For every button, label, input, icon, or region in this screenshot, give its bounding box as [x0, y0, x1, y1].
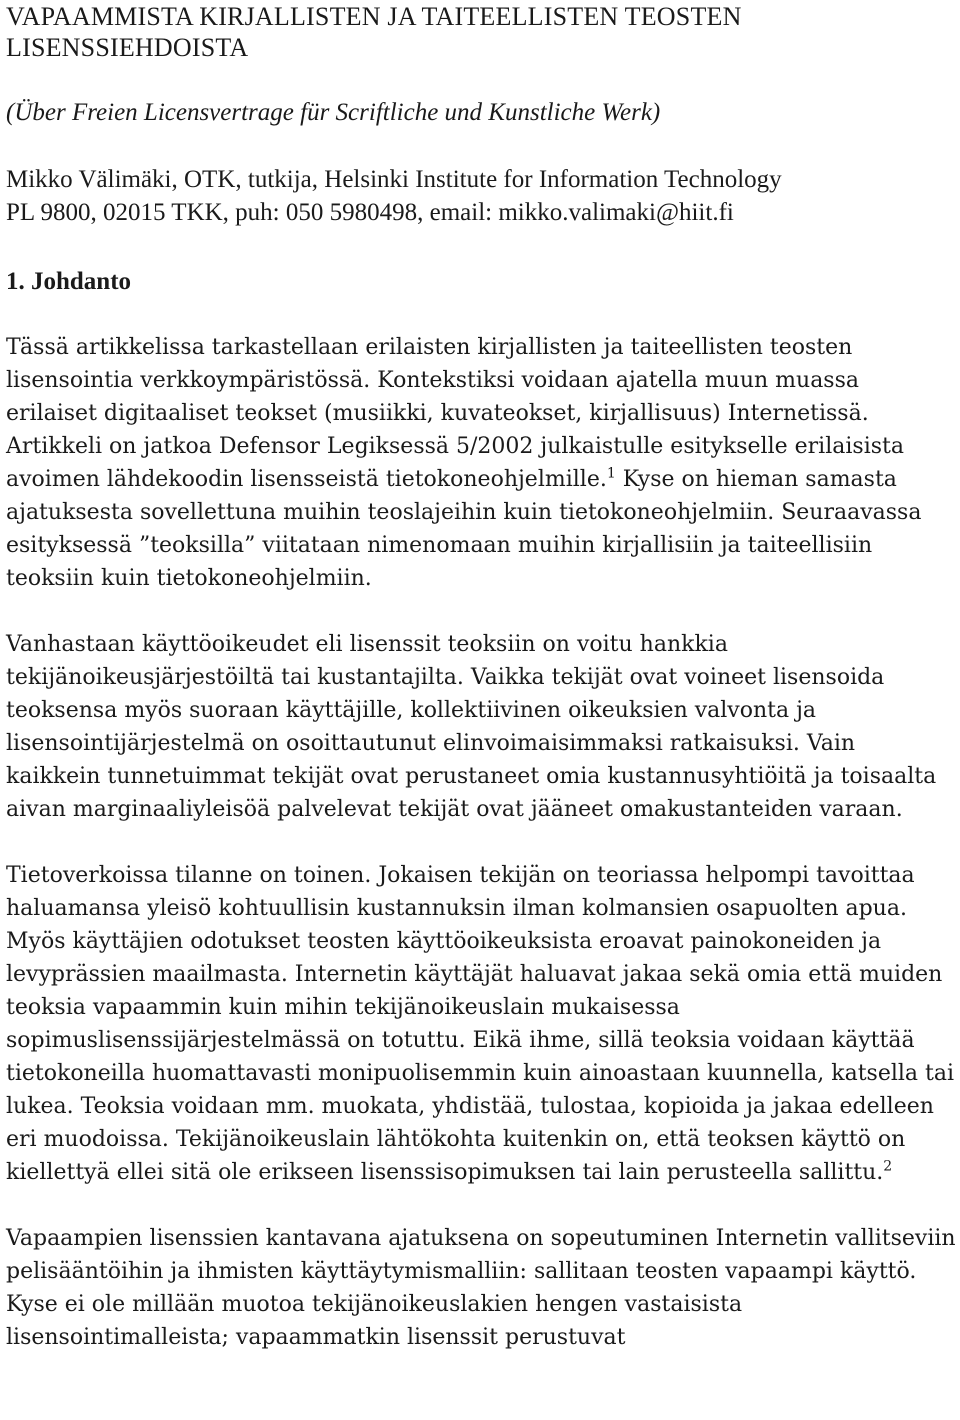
- paragraph-1-text-a: Tässä artikkelissa tarkastellaan erilaisten kirjallisten ja taiteellisten teosten lisensointia verkkoympäristössä. Kontekstiksi voidaan ajatella muun muassa erilaiset digitaaliset teokset (musiikki, kuvateokset, kirjallisuus) Internetissä. Artikkeli on jatkoa Defensor Legiksessä 5/2002 julkaistulle esitykselle erilaisista avoimen lähdekoodin lisensseistä tietokoneohjelmille.: [6, 335, 904, 492]
- title-line-2: LISENSSIEHDOISTA: [6, 33, 249, 62]
- document-page: [6, 0, 956, 1354]
- paragraph-3: [6, 859, 956, 1189]
- paragraph-4: Vapaampien lisenssien kantavana ajatuksena on sopeutuminen Internetin vallitseviin pelisääntöihin ja ihmisten käyttäytymismalliin: sallitaan teosten vapaampi käyttö. Kyse ei ole millään muotoa tekijänoikeuslakien hengen vastaisista lisensointimalleista; vapaammatkin lisenssit perustuvat: [6, 1226, 956, 1350]
- document-subtitle: (Über Freien Licensvertrage für Scriftliche und Kunstliche Werk): [6, 99, 661, 126]
- paragraph-1-text-b: Kyse on hieman samasta ajatuksesta sovellettuna muihin teoslajeihin kuin tietokoneohjelmiin. Seuraavassa esityksessä ”teoksilla” viitataan nimenomaan muihin kirjallisiin ja taiteellisiin teoksiin kuin tietokoneohjelmiin.: [6, 467, 922, 591]
- section-heading: 1. Johdanto: [6, 268, 132, 295]
- author-line-2: PL 9800, 02015 TKK, puh: 050 5980498, email: mikko.valimaki@hiit.fi: [6, 199, 734, 226]
- author-info: [6, 163, 956, 229]
- author-line-1: Mikko Välimäki, OTK, tutkija, Helsinki Institute for Information Technology: [6, 166, 782, 193]
- paragraph-1: [6, 331, 956, 595]
- footnote-marker-2[interactable]: 2: [883, 1158, 893, 1175]
- paragraph-3-text: Tietoverkoissa tilanne on toinen. Jokaisen tekijän on teoriassa helpompi tavoittaa haluamansa yleisö kohtuullisin kustannuksin ilman kolmansien osapuolten apua. Myös käyttäjien odotukset teosten käyttöoikeuksista eroavat painokoneiden ja levyprässien maailmasta. Internetin käyttäjät haluavat jakaa sekä omia että muiden teoksia vapaammin kuin mihin tekijänoikeuslain mukaisessa sopimuslisenssijärjestelmässä on totuttu. Eikä ihme, sillä teoksia voidaan käyttää tietokoneilla huomattavasti monipuolisemmin kuin ainoastaan kuunnella, katsella tai lukea. Teoksia voidaan mm. muokata, yhdistää, tulostaa, kopioida ja jakaa edelleen eri muodoissa. Tekijänoikeuslain lähtökohta kuitenkin on, että teoksen käyttö on kiellettyä ellei sitä ole erikseen lisenssisopimuksen tai lain perusteella sallittu.: [6, 863, 955, 1185]
- document-title: [6, 0, 956, 63]
- footnote-marker-1[interactable]: 1: [606, 465, 616, 482]
- paragraph-2: Vanhastaan käyttöoikeudet eli lisenssit teoksiin on voitu hankkia tekijänoikeusjärjestöiltä tai kustantajilta. Vaikka tekijät ovat voineet lisensoida teoksensa myös suoraan käyttäjille, kollektiivinen oikeuksien valvonta ja lisensointijärjestelmä on osoittautunut elinvoimaisimmaksi ratkaisuksi. Vain kaikkein tunnetuimmat tekijät ovat perustaneet omia kustannusyhtiöitä ja toisaalta aivan marginaaliyleisöä palvelevat tekijät ovat jääneet omakustanteiden varaan.: [6, 632, 937, 822]
- title-line-1: VAPAAMMISTA KIRJALLISTEN JA TAITEELLISTEN TEOSTEN: [6, 2, 742, 31]
